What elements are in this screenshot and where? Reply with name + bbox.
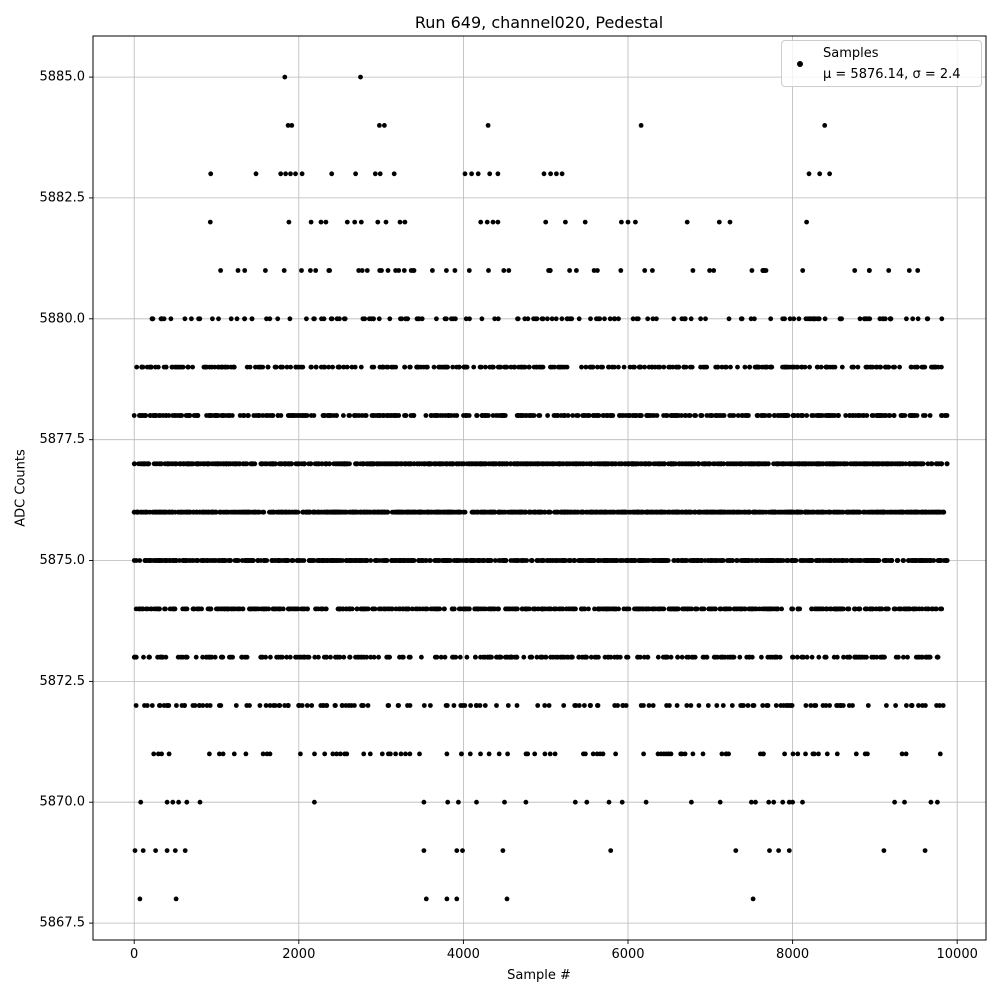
x-tick-label: 6000 <box>611 946 645 962</box>
y-tick-label: 5870.0 <box>39 794 85 810</box>
y-tick-label: 5872.5 <box>39 673 85 689</box>
legend-label-samples: Samples <box>823 46 879 61</box>
y-tick-label: 5867.5 <box>39 915 85 931</box>
grid-lines <box>93 36 986 940</box>
plot-frame <box>93 36 986 940</box>
x-tick-label: 8000 <box>776 946 810 962</box>
y-tick-label: 5875.0 <box>39 553 85 568</box>
y-tick-label: 5877.5 <box>39 432 85 448</box>
sample-points <box>132 75 950 902</box>
x-tick-label: 0 <box>130 946 139 962</box>
legend-sample-marker-icon <box>797 61 803 67</box>
axis-tick-labels <box>40 70 978 962</box>
y-tick-label: 5880.0 <box>39 311 85 327</box>
y-axis-label: ADC Counts <box>13 449 29 527</box>
y-tick-label: 5882.5 <box>39 190 85 206</box>
chart-title: Run 649, channel020, Pedestal <box>414 13 664 32</box>
x-tick-label: 10000 <box>936 946 978 962</box>
x-axis-label: Sample # <box>507 968 571 983</box>
legend-labels <box>823 43 961 85</box>
x-tick-label: 2000 <box>282 946 316 962</box>
x-tick-label: 4000 <box>446 946 480 962</box>
y-tick-label: 5885.0 <box>39 69 85 85</box>
legend-label-stats: μ = 5876.14, σ = 2.4 <box>823 67 961 82</box>
legend <box>781 40 982 87</box>
